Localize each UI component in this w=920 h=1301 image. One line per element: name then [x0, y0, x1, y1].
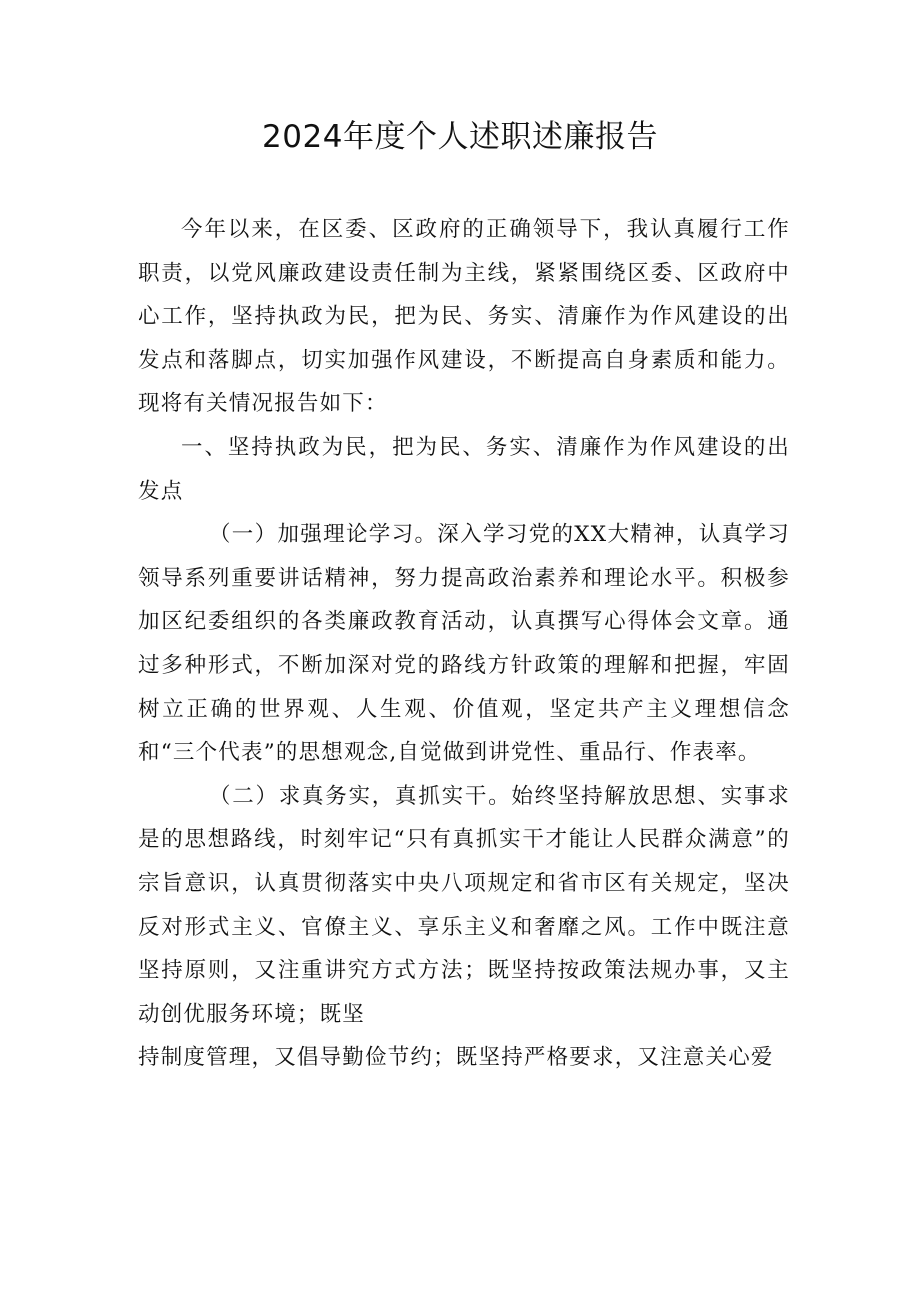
continuation-line: 持制度管理，又倡导勤俭节约；既坚持严格要求，又注意关心爱 — [138, 1045, 774, 1071]
intro-paragraph: 今年以来，在区委、区政府的正确领导下，我认真履行工作职责，以党风廉政建设责任制为主线，紧紧围绕区委、区政府中心工作，坚持执政为民，把为民、务实、清廉作为作风建设的出发点和落脚点，切实加强作风建设，不断提高自身素质和能力。现将有关情况报告如下： — [138, 217, 790, 417]
subsection-1-paragraph: （一）加强理论学习。深入学习党的XX大精神，认真学习领导系列重要讲话精神，努力提高政治素养和理论水平。积极参加区纪委组织的各类廉政教育活动，认真撰写心得体会文章。通过多种形式，不断加深对党的路线方针政策的理解和把握，牢固树立正确的世界观、人生观、价值观，坚定共产主义理想信念和“三个代表”的思想观念,自觉做到讲党性、重品行、作表率。 — [138, 522, 790, 766]
subsection-2-paragraph: （二）求真务实，真抓实干。始终坚持解放思想、实事求是的思想路线，时刻牢记“只有真抓实干才能让人民群众满意”的宗旨意识，认真贯彻落实中央八项规定和省市区有关规定，坚决反对形式主义、官僚主义、享乐主义和奢靡之风。工作中既注意坚持原则，又注重讲究方式方法；既坚持按政策法规办事，又主动创优服务环境；既坚 — [138, 783, 790, 1027]
document-body — [138, 208, 790, 1080]
section-heading-1: 一、坚持执政为民，把为民、务实、清廉作为作风建设的出发点 — [138, 434, 790, 504]
document-title: 2024年度个人述职述廉报告 — [262, 119, 658, 155]
